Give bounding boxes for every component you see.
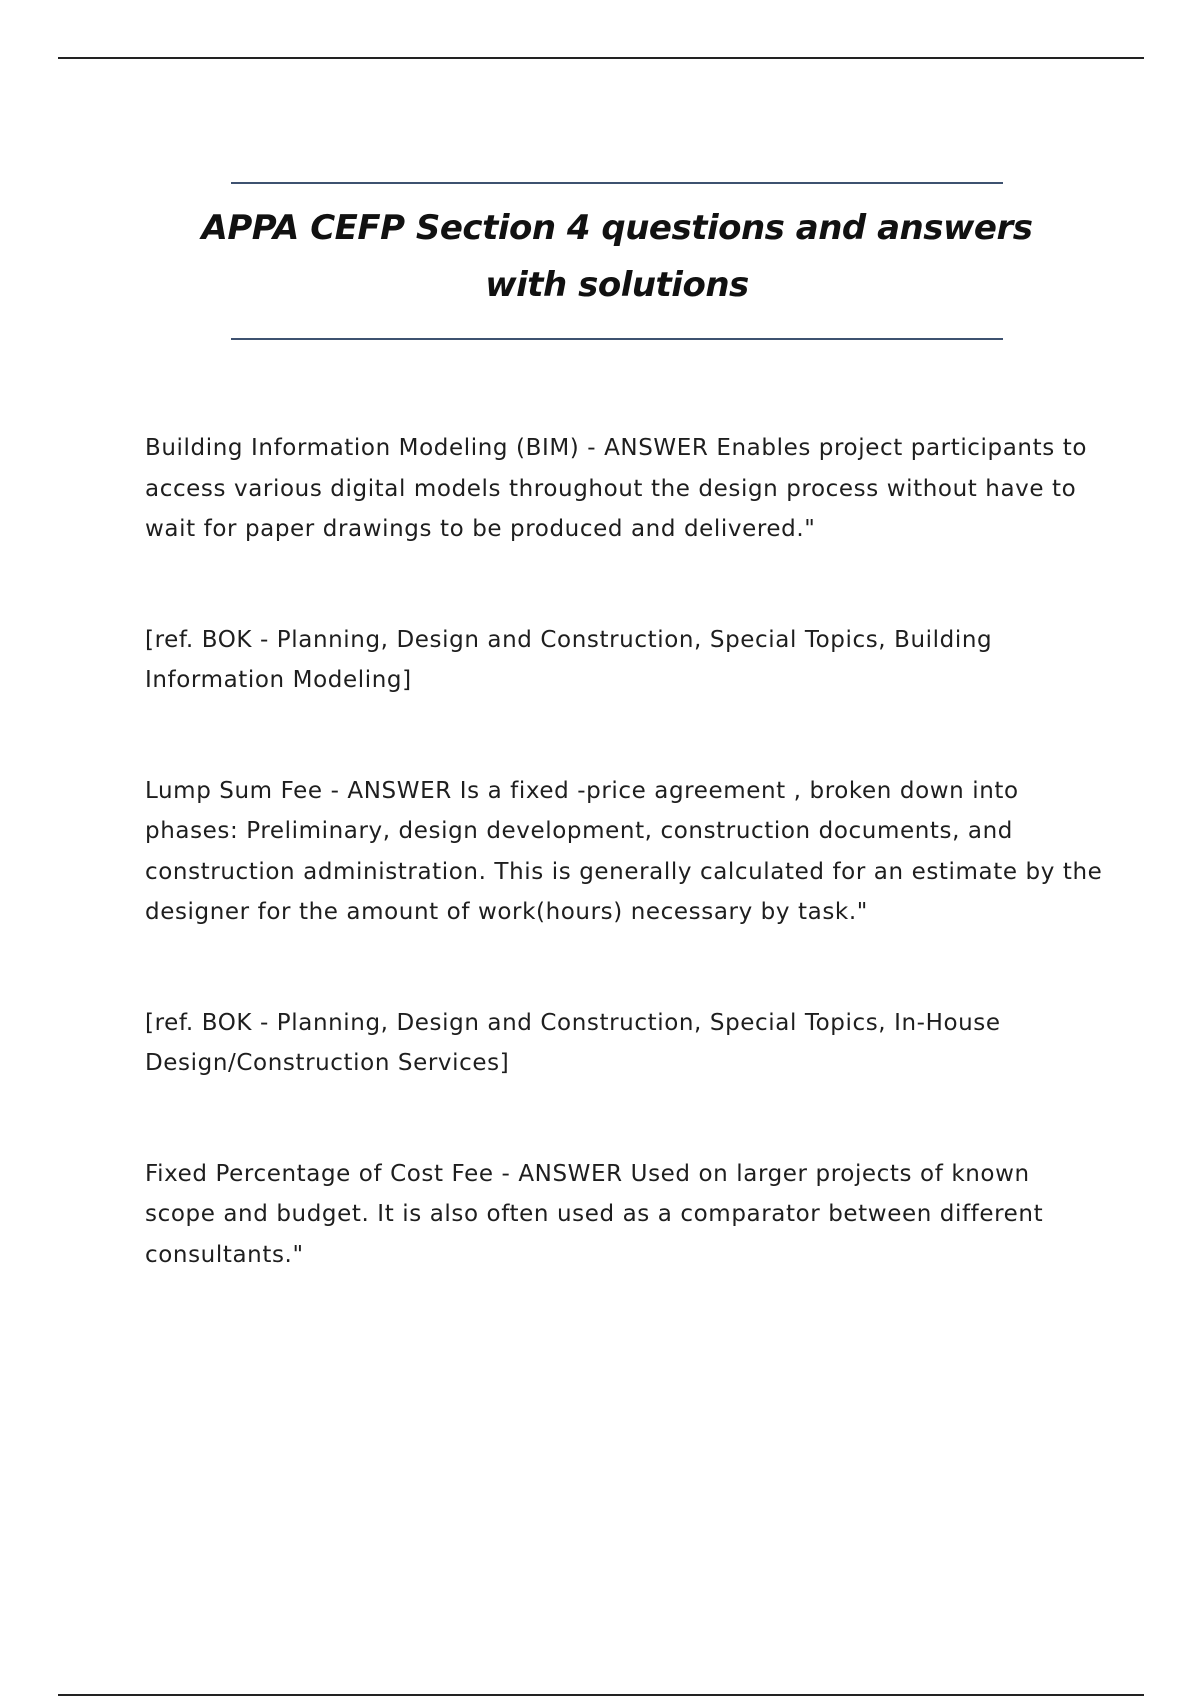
page-top-rule [58, 57, 1144, 59]
entry-definition: Fixed Percentage of Cost Fee - ANSWER Used on larger projects of known scope and budget. It is also often used as a comparator between different consultants." [145, 1160, 1044, 1268]
entry-reference: [ref. BOK - Planning, Design and Construction, Special Topics, In-House Design/Construction Services] [145, 1009, 1001, 1076]
title-bottom-rule [231, 338, 1003, 340]
entry-reference: [ref. BOK - Planning, Design and Construction, Special Topics, Building Information Modeling] [145, 626, 993, 693]
page-bottom-rule [58, 1694, 1144, 1696]
title-top-rule [231, 182, 1003, 184]
document-title: APPA CEFP Section 4 questions and answers with solutions [201, 208, 1033, 305]
entry-definition: Building Information Modeling (BIM) - ANSWER Enables project participants to access various digital models throughout the design process without have to wait for paper drawings to be produced and delivered." [145, 435, 1088, 542]
document-body [145, 428, 1105, 1275]
entry-definition: Lump Sum Fee - ANSWER Is a fixed -price agreement , broken down into phases: Preliminary, design development, construction documents, and construction administration. This is generally calculated for an estimate by the designer for the amount of work(hours) necessary by task." [145, 777, 1103, 925]
